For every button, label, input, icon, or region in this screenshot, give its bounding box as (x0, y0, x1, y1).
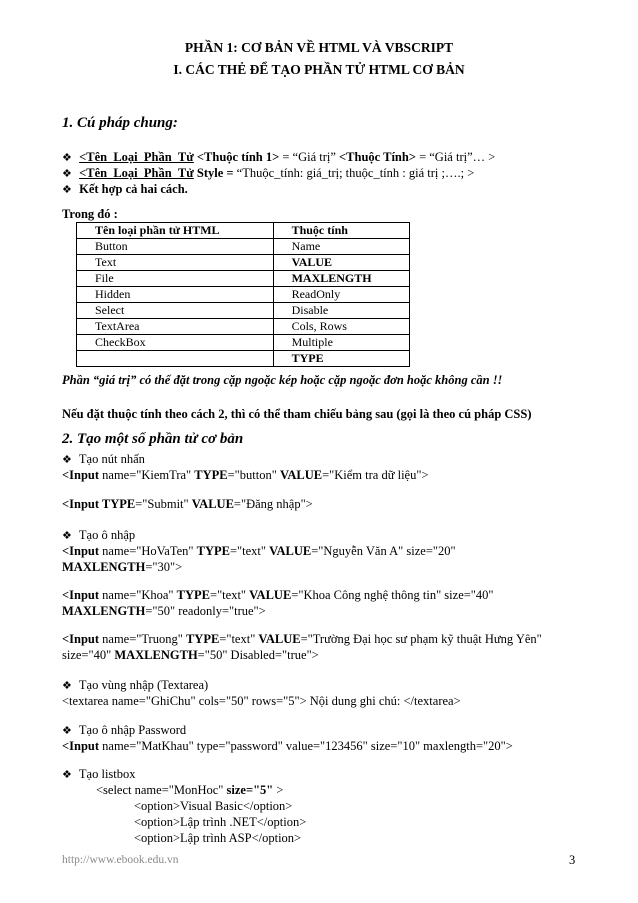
input1-code-line2: MAXLENGTH="30"> (62, 560, 183, 574)
table-cell: ReadOnly (273, 287, 409, 303)
page-number: 3 (569, 853, 576, 867)
button-code-2: <Input TYPE="Submit" VALUE="Đăng nhập"> (62, 497, 313, 511)
listbox-select-code: <select name="MonHoc" size="5" > (96, 783, 284, 797)
table-cell: Name (273, 239, 409, 255)
table-cell: CheckBox (77, 335, 274, 351)
syntax-item-3: ❖ Kết hợp cả hai cách. (62, 182, 188, 196)
table-row (77, 255, 410, 271)
table-cell: Text (77, 255, 274, 271)
table-cell: Hidden (77, 287, 274, 303)
table-row (77, 239, 410, 255)
where-label: Trong đó : (62, 207, 118, 221)
input3-code-line1: <Input name="Truong" TYPE="text" VALUE="Trường Đại học sư phạm kỹ thuật Hưng Yên" (62, 632, 542, 646)
table-header-row (77, 223, 410, 239)
diamond-bullet-icon: ❖ (62, 454, 72, 466)
listbox-bullet: ❖ Tạo listbox (62, 767, 136, 781)
table-cell (77, 351, 274, 367)
listbox-option-code: <option>Visual Basic</option> (134, 799, 293, 813)
table-cell: Select (77, 303, 274, 319)
diamond-bullet-icon: ❖ (62, 725, 72, 737)
table-cell: Multiple (273, 335, 409, 351)
part-title: PHẦN 1: CƠ BẢN VỀ HTML VÀ VBSCRIPT (184, 40, 454, 55)
diamond-bullet-icon: ❖ (62, 168, 72, 180)
table-cell: Cols, Rows (273, 319, 409, 335)
button-code-1: <Input name="KiemTra" TYPE="button" VALUE="Kiểm tra dữ liệu"> (62, 468, 429, 482)
textarea-bullet: ❖ Tạo vùng nhập (Textarea) (62, 678, 209, 692)
table-cell: TYPE (273, 351, 409, 367)
input-bullet: ❖ Tạo ô nhập (62, 528, 136, 542)
section1-heading: 1. Cú pháp chung: (62, 115, 178, 131)
table-row (77, 335, 410, 351)
section2-heading: 2. Tạo một số phần tử cơ bản (62, 431, 244, 447)
syntax-item-2: ❖ <Tên_Loại_Phần_Tử Style = “Thuộc_tính: giá_trị; thuộc_tính : giá trị ;….; > (62, 166, 475, 180)
input3-code-line2: size="40" MAXLENGTH="50" Disabled="true"> (62, 648, 319, 662)
table-cell: Button (77, 239, 274, 255)
listbox-option-code: <option>Lập trình .NET</option> (134, 815, 307, 829)
table-cell: VALUE (273, 255, 409, 271)
input2-code-line1: <Input name="Khoa" TYPE="text" VALUE="Khoa Công nghệ thông tin" size="40" (62, 588, 494, 602)
table-row (77, 271, 410, 287)
diamond-bullet-icon: ❖ (62, 530, 72, 542)
table-row (77, 319, 410, 335)
listbox-option-code: <option>Lập trình ASP</option> (134, 831, 302, 845)
diamond-bullet-icon: ❖ (62, 184, 72, 196)
diamond-bullet-icon: ❖ (62, 680, 72, 692)
table-row (77, 351, 410, 367)
textarea-code: <textarea name="GhiChu" cols="50" rows="5"> Nội dung ghi chú: </textarea> (62, 694, 461, 708)
table-header: Thuộc tính (273, 223, 409, 239)
table-header: Tên loại phần tử HTML (77, 223, 274, 239)
value-quote-note: Phần “giá trị” có thể đặt trong cặp ngoặc kép hoặc cặp ngoặc đơn hoặc không cần !! (62, 373, 503, 387)
diamond-bullet-icon: ❖ (62, 152, 72, 164)
diamond-bullet-icon: ❖ (62, 769, 72, 781)
table-row (77, 303, 410, 319)
table-cell: Disable (273, 303, 409, 319)
chapter-title: I. CÁC THẺ ĐỂ TẠO PHẦN TỬ HTML CƠ BẢN (173, 62, 465, 77)
css-syntax-note: Nếu đặt thuộc tính theo cách 2, thì có thể tham chiếu bảng sau (gọi là theo cú pháp CSS) (62, 407, 532, 421)
table-cell: TextArea (77, 319, 274, 335)
table-row (77, 287, 410, 303)
attribute-table (76, 222, 410, 367)
password-bullet: ❖ Tạo ô nhập Password (62, 723, 187, 737)
input2-code-line2: MAXLENGTH="50" readonly="true"> (62, 604, 266, 618)
password-code: <Input name="MatKhau" type="password" value="123456" size="10" maxlength="20"> (62, 739, 513, 753)
table-cell: MAXLENGTH (273, 271, 409, 287)
table-cell: File (77, 271, 274, 287)
input1-code-line1: <Input name="HoVaTen" TYPE="text" VALUE="Nguyễn Văn A" size="20" (62, 544, 456, 558)
syntax-item-1: ❖ <Tên_Loại_Phần_Tử <Thuộc tính 1> = “Giá trị” <Thuộc Tính> = “Giá trị”… > (62, 150, 496, 164)
footer-url: http://www.ebook.edu.vn (62, 854, 179, 866)
button-bullet: ❖ Tạo nút nhấn (62, 452, 145, 466)
